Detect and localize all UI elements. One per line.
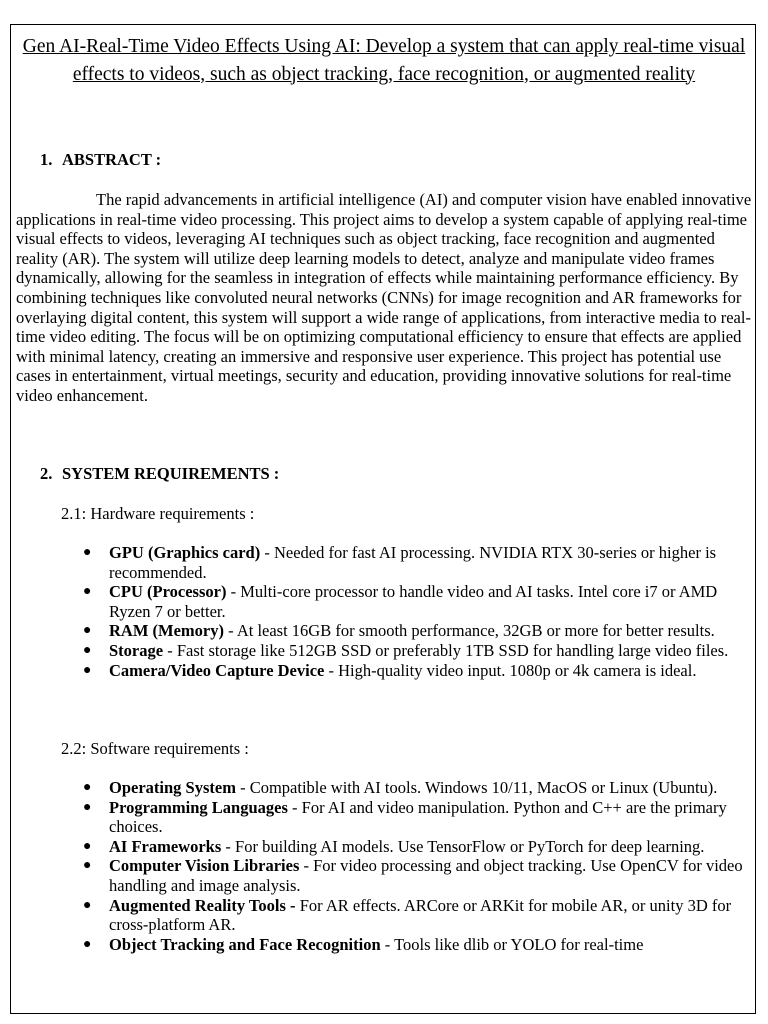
item-description: - For video processing and object tracking. Use OpenCV for video handling and image analysis. bbox=[109, 856, 743, 895]
bullet-icon: ● bbox=[83, 936, 92, 952]
document-title: Gen AI-Real-Time Video Effects Using AI: Develop a system that can apply real-time visual effects to videos, such as object tracking, face recognition, or augmented reality bbox=[22, 36, 746, 85]
list-item bbox=[83, 837, 755, 857]
system-requirements-number: 2. bbox=[40, 464, 53, 483]
item-description: - Needed for fast AI processing. NVIDIA RTX 30-series or higher is recommended. bbox=[109, 543, 717, 582]
item-description: - For building AI models. Use TensorFlow or PyTorch for deep learning. bbox=[221, 836, 705, 856]
list-item bbox=[83, 798, 755, 837]
item-term: Computer Vision Libraries bbox=[109, 856, 300, 876]
list-item bbox=[83, 935, 755, 955]
abstract-heading bbox=[40, 150, 161, 170]
list-item bbox=[83, 621, 755, 641]
software-requirements-heading: 2.2: Software requirements : bbox=[61, 739, 249, 758]
item-description: - For AI and video manipulation. Python and C++ are the primary choices. bbox=[109, 797, 727, 837]
bullet-icon: ● bbox=[83, 584, 92, 600]
item-term: Augmented Reality Tools - bbox=[109, 895, 296, 915]
bullet-icon: ● bbox=[83, 799, 92, 815]
hardware-requirements-heading: 2.1: Hardware requirements : bbox=[61, 504, 255, 523]
bullet-icon: ● bbox=[83, 642, 92, 658]
item-term: RAM (Memory) bbox=[109, 621, 224, 641]
abstract-paragraph bbox=[16, 190, 754, 406]
list-item bbox=[83, 641, 755, 661]
list-item bbox=[83, 543, 755, 582]
item-description: - Tools like dlib or YOLO for real-time bbox=[380, 934, 644, 954]
item-term: Object Tracking and Face Recognition bbox=[109, 934, 381, 954]
item-description: - At least 16GB for smooth performance, 32GB or more for better results. bbox=[223, 621, 715, 641]
software-requirements-list bbox=[83, 778, 755, 954]
item-term: CPU (Processor) bbox=[109, 582, 227, 602]
item-term: AI Frameworks bbox=[109, 836, 222, 856]
bullet-icon: ● bbox=[83, 545, 92, 560]
bullet-icon: ● bbox=[83, 662, 92, 678]
item-term: Camera/Video Capture Device bbox=[109, 660, 325, 680]
system-requirements-heading bbox=[40, 464, 279, 484]
bullet-icon: ● bbox=[83, 780, 92, 795]
item-description: - Multi-core processor to handle video and AI tasks. Intel core i7 or AMD Ryzen 7 or better. bbox=[109, 582, 718, 621]
item-description: - Fast storage like 512GB SSD or preferably 1TB SSD for handling large video files. bbox=[163, 640, 729, 660]
bullet-icon: ● bbox=[83, 623, 92, 639]
item-description: - High-quality video input. 1080p or 4k camera is ideal. bbox=[324, 660, 697, 680]
system-requirements-heading-text: SYSTEM REQUIREMENTS : bbox=[62, 464, 280, 483]
list-item bbox=[83, 778, 755, 798]
item-term: GPU (Graphics card) bbox=[109, 543, 261, 562]
item-term: Operating System bbox=[109, 778, 236, 797]
hardware-requirements-list bbox=[83, 543, 755, 680]
list-item bbox=[83, 896, 755, 935]
item-term: Storage bbox=[109, 640, 164, 660]
bullet-icon: ● bbox=[83, 838, 92, 854]
item-description: - Compatible with AI tools. Windows 10/11, MacOS or Linux (Ubuntu). bbox=[235, 778, 718, 797]
abstract-heading-text: ABSTRACT : bbox=[62, 150, 162, 169]
bullet-icon: ● bbox=[83, 897, 92, 913]
abstract-text: The rapid advancements in artificial intelligence (AI) and computer vision have enabled innovative applications in real-time video processing. This project aims to develop a system capable of applying real-time visual effects to videos, leveraging AI techniques such as object tracking, face recognition and augmented reality (AR). The system will utilize deep learning models to detect, analyze and manipulate video frames dynamically, allowing for the seamless in integration of effects while maintaining performance efficiency. By combining techniques like convoluted neural networks (CNNs) for image recognition and AR frameworks for overlaying digital content, this system will support a wide range of applications, from interactive media to real-time video editing. The focus will be on optimizing computational efficiency to ensure that effects are applied with minimal latency, creating an immersive and responsive user experience. This project has potential use cases in entertainment, virtual meetings, security and education, providing innovative solutions for real-time video enhancement. bbox=[16, 190, 752, 405]
item-term: Programming Languages bbox=[109, 797, 288, 817]
list-item bbox=[83, 661, 755, 681]
list-item bbox=[83, 582, 755, 621]
bullet-icon: ● bbox=[83, 858, 92, 874]
abstract-number: 1. bbox=[40, 150, 53, 169]
list-item bbox=[83, 856, 755, 895]
item-description: For AR effects. ARCore or ARKit for mobile AR, or unity 3D for cross-platform AR. bbox=[109, 895, 732, 935]
